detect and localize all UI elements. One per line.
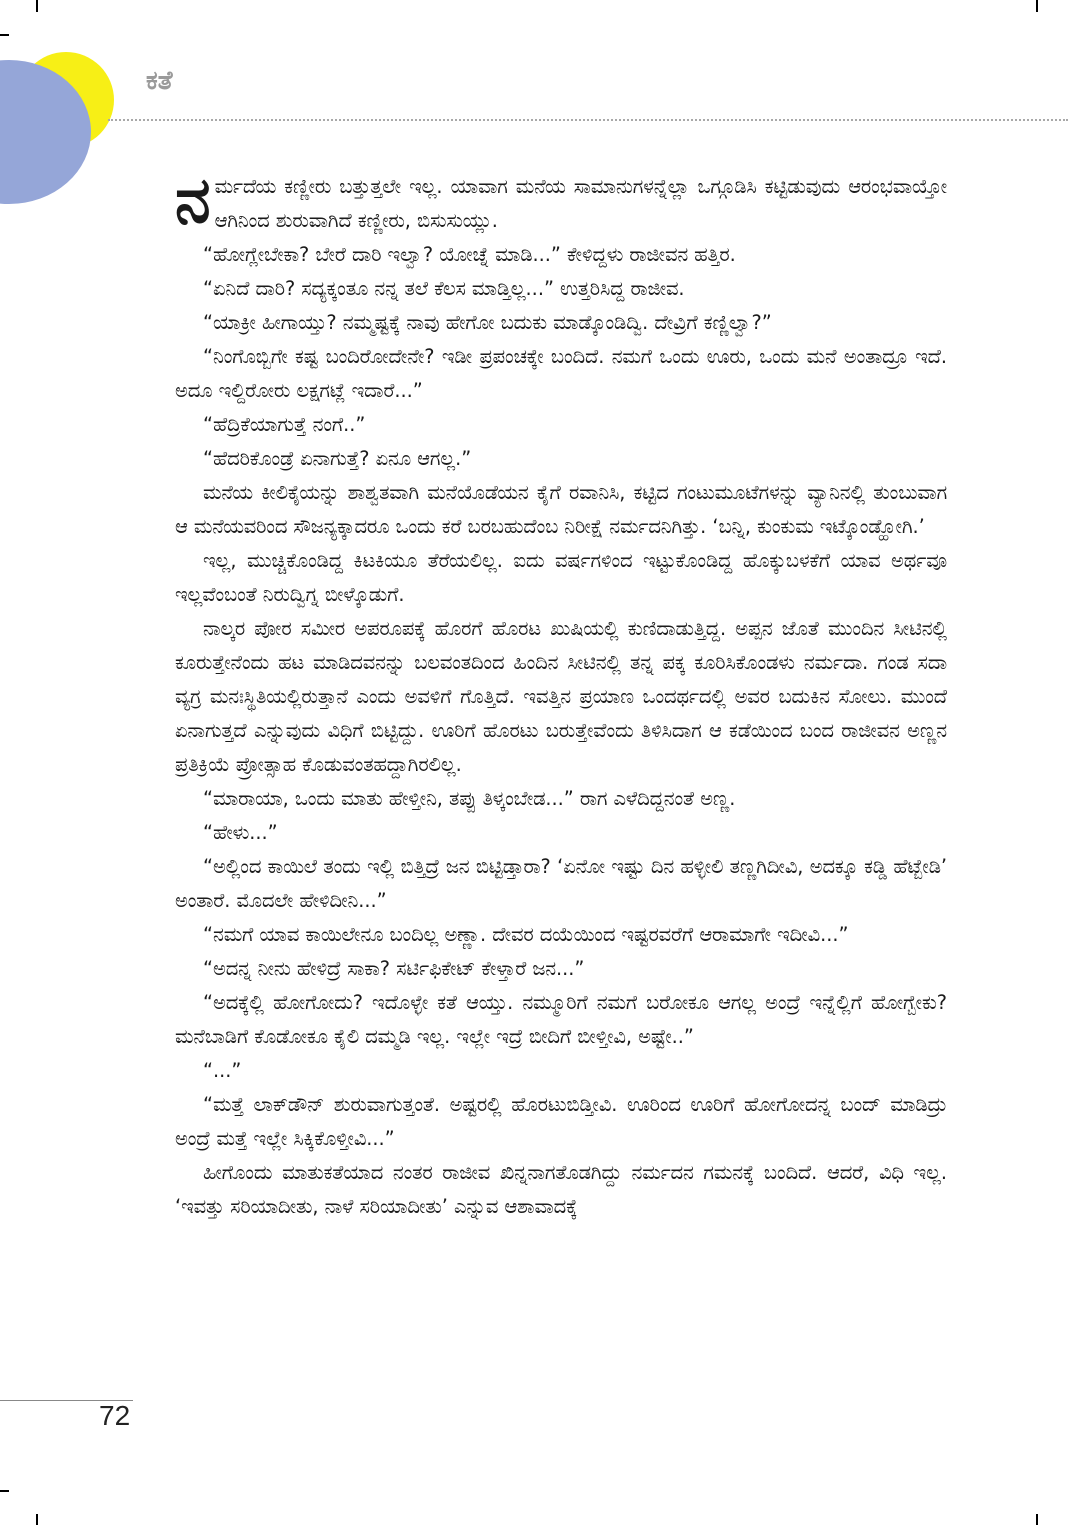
story-paragraph: “ಅಲ್ಲಿಂದ ಕಾಯಿಲೆ ತಂದು ಇಲ್ಲಿ ಬಿತ್ತಿದ್ರೆ ಜನ ಬಿಟ್ಟಿಡ್ತಾರಾ? ‘ಏನೋ ಇಷ್ಟು ದಿನ ಹಳ್ಳೀಲಿ ತಣ್ಣಗಿದೀವಿ, ಅದಕ್ಕೂ ಕಡ್ಡಿ ಹೆಟ್ಬೇಡಿ’ ಅಂತಾರೆ. ಮೊದಲೇ ಹೇಳಿದೀನಿ...” <box>175 855 947 912</box>
crop-mark <box>0 34 9 36</box>
story-paragraph: ಮನೆಯ ಕೀಲಿಕೈಯನ್ನು ಶಾಶ್ವತವಾಗಿ ಮನೆಯೊಡೆಯನ ಕೈಗೆ ರವಾನಿಸಿ, ಕಟ್ಟಿದ ಗಂಟುಮೂಟೆಗಳನ್ನು ವ್ಯಾನಿನಲ್ಲಿ ತುಂಬುವಾಗ ಆ ಮನೆಯವರಿಂದ ಸೌಜನ್ಯಕ್ಕಾದರೂ ಒಂದು ಕರೆ ಬರಬಹುದೆಂಬ ನಿರೀಕ್ಷೆ ನರ್ಮದನಿಗಿತ್ತು. ‘ಬನ್ನಿ, ಕುಂಕುಮ ಇಟ್ಕೊಂಡ್ಹೋಗಿ.’ <box>175 481 947 538</box>
story-paragraph: “ನಿಂಗೊಬ್ಬಿಗೇ ಕಷ್ಟ ಬಂದಿರೋದೇನೇ? ಇಡೀ ಪ್ರಪಂಚಕ್ಕೇ ಬಂದಿದೆ. ನಮಗೆ ಒಂದು ಊರು, ಒಂದು ಮನೆ ಅಂತಾದ್ರೂ ಇದೆ. ಅದೂ ಇಲ್ದಿರೋರು ಲಕ್ಷಗಟ್ಲೆ ಇದಾರೆ...” <box>175 345 947 402</box>
story-paragraph: ಹೀಗೊಂದು ಮಾತುಕತೆಯಾದ ನಂತರ ರಾಜೀವ ಖಿನ್ನನಾಗತೊಡಗಿದ್ದು ನರ್ಮದನ ಗಮನಕ್ಕೆ ಬಂದಿದೆ. ಆದರೆ, ವಿಧಿ ಇಲ್ಲ. ‘ಇವತ್ತು ಸರಿಯಾದೀತು, ನಾಳೆ ಸರಿಯಾದೀತು’ ಎನ್ನುವ ಆಶಾವಾದಕ್ಕೆ <box>175 1161 947 1218</box>
story-body <box>175 164 947 1224</box>
story-paragraph: “...” <box>203 1059 242 1082</box>
story-paragraph: “ಮಾರಾಯಾ, ಒಂದು ಮಾತು ಹೇಳ್ತೀನಿ, ತಪ್ಪು ತಿಳ್ಕಂಬೇಡ...” ರಾಗ ಎಳೆದಿದ್ದನಂತೆ ಅಣ್ಣ. <box>203 787 736 810</box>
crop-mark <box>1036 0 1038 12</box>
crop-mark <box>1036 1514 1038 1525</box>
story-paragraph: “ಅದಕ್ಕೆಲ್ಲಿ ಹೋಗೋದು? ಇದೊಳ್ಳೇ ಕತೆ ಆಯ್ತು. ನಮ್ಮೂರಿಗೆ ನಮಗೆ ಬರೋಕೂ ಆಗಲ್ಲ ಅಂದ್ರೆ ಇನ್ನೆಲ್ಲಿಗೆ ಹೋಗ್ಬೇಕು? ಮನೆಬಾಡಿಗೆ ಕೊಡೋಕೂ ಕೈಲಿ ದಮ್ಮಡಿ ಇಲ್ಲ. ಇಲ್ಲೇ ಇದ್ರೆ ಬೀದಿಗೆ ಬೀಳ್ತೀವಿ, ಅಷ್ಟೇ..” <box>175 991 947 1048</box>
story-paragraph: “ನಮಗೆ ಯಾವ ಕಾಯಿಲೇನೂ ಬಂದಿಲ್ಲ ಅಣ್ಣಾ. ದೇವರ ದಯೆಯಿಂದ ಇಷ್ಟರವರೆಗೆ ಆರಾಮಾಗೇ ಇದೀವಿ...” <box>203 923 849 946</box>
header-dotted-rule <box>108 119 1068 121</box>
story-paragraph: ನಾಲ್ಕರ ಪೋರ ಸಮೀರ ಅಪರೂಪಕ್ಕೆ ಹೊರಗೆ ಹೊರಟ ಖುಷಿಯಲ್ಲಿ ಕುಣಿದಾಡುತ್ತಿದ್ದ. ಅಪ್ಪನ ಜೊತೆ ಮುಂದಿನ ಸೀಟಿನಲ್ಲಿ ಕೂರುತ್ತೇನೆಂದು ಹಟ ಮಾಡಿದವನನ್ನು ಬಲವಂತದಿಂದ ಹಿಂದಿನ ಸೀಟಿನಲ್ಲಿ ತನ್ನ ಪಕ್ಕ ಕೂರಿಸಿಕೊಂಡಳು ನರ್ಮದಾ. ಗಂಡ ಸದಾ ವ್ಯಗ್ರ ಮನಃಸ್ಥಿತಿಯಲ್ಲಿರುತ್ತಾನೆ ಎಂದು ಅವಳಿಗೆ ಗೊತ್ತಿದೆ. ಇವತ್ತಿನ ಪ್ರಯಾಣ ಒಂದರ್ಥದಲ್ಲಿ ಅವರ ಬದುಕಿನ ಸೋಲು. ಮುಂದೆ ಏನಾಗುತ್ತದೆ ಎನ್ನುವುದು ವಿಧಿಗೆ ಬಿಟ್ಟಿದ್ದು. ಊರಿಗೆ ಹೊರಟು ಬರುತ್ತೇವೆಂದು ತಿಳಿಸಿದಾಗ ಆ ಕಡೆಯಿಂದ ಬಂದ ರಾಜೀವನ ಅಣ್ಣನ ಪ್ರತಿಕ್ರಿಯೆ ಪ್ರೋತ್ಸಾಹ ಕೊಡುವಂತಹದ್ದಾಗಿರಲಿಲ್ಲ. <box>175 617 947 776</box>
story-paragraph: “ಏನಿದೆ ದಾರಿ? ಸದ್ಯಕ್ಕಂತೂ ನನ್ನ ತಲೆ ಕೆಲಸ ಮಾಡ್ತಿಲ್ಲ...” ಉತ್ತರಿಸಿದ್ದ ರಾಜೀವ. <box>203 277 685 300</box>
story-paragraph: “ಹೋಗ್ಲೇಬೇಕಾ? ಬೇರೆ ದಾರಿ ಇಲ್ವಾ? ಯೋಚ್ನೆ ಮಾಡಿ...” ಕೇಳಿದ್ದಳು ರಾಜೀವನ ಹತ್ತಿರ. <box>203 243 736 266</box>
crop-mark <box>36 1514 38 1525</box>
page-number: 72 <box>99 1400 131 1431</box>
story-paragraph: ನರ್ಮದೆಯ ಕಣ್ಣೀರು ಬತ್ತುತ್ತಲೇ ಇಲ್ಲ. ಯಾವಾಗ ಮನೆಯ ಸಾಮಾನುಗಳನ್ನೆಲ್ಲಾ ಒಗ್ಗೂಡಿಸಿ ಕಟ್ಟಿಡುವುದು ಆರಂಭವಾಯ್ತೋ ಆಗಿನಿಂದ ಶುರುವಾಗಿದೆ ಕಣ್ಣೀರು, ಬಿಸುಸುಯ್ಲು. <box>175 164 947 238</box>
story-paragraph: “ಹೆದರಿಕೊಂಡ್ರೆ ಏನಾಗುತ್ತೆ? ಏನೂ ಆಗಲ್ಲ.” <box>203 447 472 470</box>
story-paragraph: “ಅದನ್ನ ನೀನು ಹೇಳಿದ್ರೆ ಸಾಕಾ? ಸರ್ಟಿಫಿಕೇಟ್ ಕೇಳ್ತಾರೆ ಜನ...” <box>203 957 585 980</box>
crop-mark <box>0 1490 9 1492</box>
section-label: ಕತೆ <box>146 66 173 96</box>
drop-cap: ನ <box>175 164 211 238</box>
story-paragraph: “ಹೆದ್ರಿಕೆಯಾಗುತ್ತೆ ನಂಗೆ..” <box>203 413 366 436</box>
story-paragraph: “ಮತ್ತೆ ಲಾಕ್‌ಡೌನ್ ಶುರುವಾಗುತ್ತಂತೆ. ಅಷ್ಟರಲ್ಲಿ ಹೊರಟುಬಿಡ್ತೀವಿ. ಊರಿಂದ ಊರಿಗೆ ಹೋಗೋದನ್ನ ಬಂದ್ ಮಾಡಿದ್ರು ಅಂದ್ರೆ ಮತ್ತೆ ಇಲ್ಲೇ ಸಿಕ್ಕಿಕೊಳ್ತೀವಿ...” <box>175 1093 947 1150</box>
crop-mark <box>36 0 38 12</box>
story-paragraph: ಇಲ್ಲ, ಮುಚ್ಚಿಕೊಂಡಿದ್ದ ಕಿಟಕಿಯೂ ತೆರೆಯಲಿಲ್ಲ. ಐದು ವರ್ಷಗಳಿಂದ ಇಟ್ಟುಕೊಂಡಿದ್ದ ಹೊಕ್ಕುಬಳಕೆಗೆ ಯಾವ ಅರ್ಥವೂ ಇಲ್ಲವೆಂಬಂತೆ ನಿರುದ್ವಿಗ್ನ ಬೀಳ್ಕೊಡುಗೆ. <box>175 549 947 606</box>
story-paragraph: “ಹೇಳು...” <box>203 821 278 844</box>
story-paragraph: “ಯಾಕ್ರೀ ಹೀಗಾಯ್ತು? ನಮ್ಮಷ್ಟಕ್ಕೆ ನಾವು ಹೇಗೋ ಬದುಕು ಮಾಡ್ಕೊಂಡಿದ್ವಿ. ದೇವ್ರಿಗೆ ಕಣ್ಣಿಲ್ವಾ?” <box>203 311 772 334</box>
